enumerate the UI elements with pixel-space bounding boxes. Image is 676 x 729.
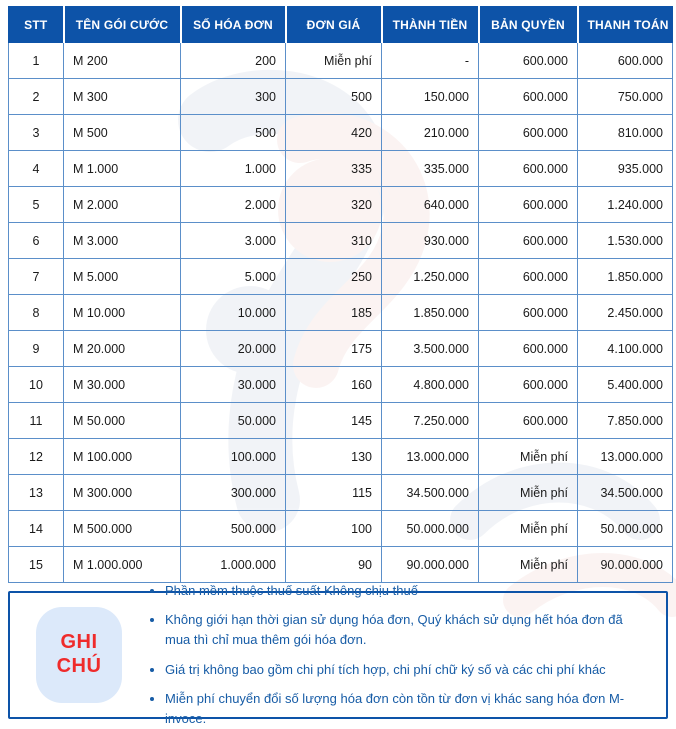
- table-row: [9, 43, 673, 79]
- cell-license: 600.000: [479, 331, 578, 367]
- note-box: [8, 583, 668, 726]
- cell-count: 300: [181, 79, 286, 115]
- table-row: [9, 295, 673, 331]
- column-header-count: SỐ HÓA ĐƠN: [181, 7, 286, 43]
- cell-total: 810.000: [578, 115, 673, 151]
- table-row: [9, 511, 673, 547]
- cell-count: 500: [181, 115, 286, 151]
- note-item: Miễn phí chuyển đổi số lượng hóa đơn còn tồn từ đơn vị khác sang hóa đơn M-invoce.: [148, 689, 650, 729]
- cell-stt: 12: [9, 439, 64, 475]
- pricing-table: [8, 6, 673, 583]
- cell-license: Miễn phí: [479, 439, 578, 475]
- cell-license: 600.000: [479, 367, 578, 403]
- cell-name: M 30.000: [64, 367, 181, 403]
- cell-unit: 335: [286, 151, 382, 187]
- table-header-row: [9, 7, 673, 43]
- cell-license: 600.000: [479, 115, 578, 151]
- note-list: [136, 581, 666, 729]
- cell-amount: 50.000.000: [382, 511, 479, 547]
- cell-stt: 11: [9, 403, 64, 439]
- cell-license: Miễn phí: [479, 475, 578, 511]
- cell-amount: 210.000: [382, 115, 479, 151]
- cell-amount: 930.000: [382, 223, 479, 259]
- table-row: [9, 79, 673, 115]
- cell-stt: 4: [9, 151, 64, 187]
- cell-count: 2.000: [181, 187, 286, 223]
- table-row: [9, 259, 673, 295]
- cell-total: 90.000.000: [578, 547, 673, 583]
- cell-amount: 150.000: [382, 79, 479, 115]
- table-row: [9, 403, 673, 439]
- cell-license: 600.000: [479, 223, 578, 259]
- cell-name: M 5.000: [64, 259, 181, 295]
- cell-license: Miễn phí: [479, 547, 578, 583]
- cell-name: M 500: [64, 115, 181, 151]
- cell-unit: 130: [286, 439, 382, 475]
- table-row: [9, 151, 673, 187]
- cell-unit: 145: [286, 403, 382, 439]
- cell-total: 935.000: [578, 151, 673, 187]
- cell-unit: 185: [286, 295, 382, 331]
- cell-total: 13.000.000: [578, 439, 673, 475]
- cell-total: 34.500.000: [578, 475, 673, 511]
- cell-stt: 9: [9, 331, 64, 367]
- cell-name: M 1.000.000: [64, 547, 181, 583]
- cell-amount: 1.250.000: [382, 259, 479, 295]
- cell-license: 600.000: [479, 79, 578, 115]
- cell-total: 2.450.000: [578, 295, 673, 331]
- table-row: [9, 475, 673, 511]
- table-row: [9, 547, 673, 583]
- cell-name: M 300.000: [64, 475, 181, 511]
- cell-license: 600.000: [479, 43, 578, 79]
- cell-total: 1.530.000: [578, 223, 673, 259]
- cell-unit: 115: [286, 475, 382, 511]
- table-row: [9, 223, 673, 259]
- note-badge: [36, 607, 122, 703]
- cell-total: 7.850.000: [578, 403, 673, 439]
- cell-unit: 100: [286, 511, 382, 547]
- cell-name: M 500.000: [64, 511, 181, 547]
- cell-amount: 4.800.000: [382, 367, 479, 403]
- cell-stt: 7: [9, 259, 64, 295]
- cell-count: 1.000.000: [181, 547, 286, 583]
- cell-count: 100.000: [181, 439, 286, 475]
- cell-stt: 5: [9, 187, 64, 223]
- cell-count: 10.000: [181, 295, 286, 331]
- cell-stt: 8: [9, 295, 64, 331]
- cell-name: M 2.000: [64, 187, 181, 223]
- cell-total: 600.000: [578, 43, 673, 79]
- cell-total: 50.000.000: [578, 511, 673, 547]
- table-row: [9, 115, 673, 151]
- cell-name: M 300: [64, 79, 181, 115]
- cell-unit: 90: [286, 547, 382, 583]
- cell-stt: 2: [9, 79, 64, 115]
- cell-name: M 3.000: [64, 223, 181, 259]
- column-header-amount: THÀNH TIỀN: [382, 7, 479, 43]
- cell-name: M 50.000: [64, 403, 181, 439]
- cell-total: 750.000: [578, 79, 673, 115]
- cell-license: 600.000: [479, 187, 578, 223]
- cell-stt: 13: [9, 475, 64, 511]
- cell-unit: 420: [286, 115, 382, 151]
- cell-amount: 640.000: [382, 187, 479, 223]
- cell-count: 30.000: [181, 367, 286, 403]
- cell-count: 500.000: [181, 511, 286, 547]
- cell-total: 4.100.000: [578, 331, 673, 367]
- cell-unit: 500: [286, 79, 382, 115]
- cell-stt: 10: [9, 367, 64, 403]
- table-header: [9, 7, 673, 43]
- cell-stt: 14: [9, 511, 64, 547]
- cell-count: 200: [181, 43, 286, 79]
- cell-unit: 310: [286, 223, 382, 259]
- column-header-license: BẢN QUYỀN: [479, 7, 578, 43]
- cell-license: 600.000: [479, 295, 578, 331]
- cell-name: M 1.000: [64, 151, 181, 187]
- cell-unit: 250: [286, 259, 382, 295]
- cell-name: M 100.000: [64, 439, 181, 475]
- note-item: Không giới hạn thời gian sử dụng hóa đơn, Quý khách sử dụng hết hóa đơn đã mua thì chỉ mua thêm gói hóa đơn.: [148, 610, 650, 650]
- cell-unit: Miễn phí: [286, 43, 382, 79]
- cell-amount: 3.500.000: [382, 331, 479, 367]
- column-header-unit: ĐƠN GIÁ: [286, 7, 382, 43]
- cell-count: 3.000: [181, 223, 286, 259]
- cell-stt: 3: [9, 115, 64, 151]
- note-item: Giá trị không bao gồm chi phí tích hợp, chi phí chữ ký số và các chi phí khác: [148, 660, 650, 680]
- cell-stt: 1: [9, 43, 64, 79]
- cell-stt: 6: [9, 223, 64, 259]
- cell-unit: 175: [286, 331, 382, 367]
- cell-count: 300.000: [181, 475, 286, 511]
- cell-license: Miễn phí: [479, 511, 578, 547]
- cell-stt: 15: [9, 547, 64, 583]
- cell-unit: 160: [286, 367, 382, 403]
- cell-amount: 90.000.000: [382, 547, 479, 583]
- column-header-total: THANH TOÁN: [578, 7, 673, 43]
- cell-count: 20.000: [181, 331, 286, 367]
- note-badge-line-2: CHÚ: [56, 655, 102, 677]
- table-body: [9, 43, 673, 583]
- cell-amount: 335.000: [382, 151, 479, 187]
- cell-name: M 20.000: [64, 331, 181, 367]
- table-row: [9, 367, 673, 403]
- cell-total: 1.850.000: [578, 259, 673, 295]
- cell-count: 5.000: [181, 259, 286, 295]
- cell-count: 1.000: [181, 151, 286, 187]
- note-badge-line-1: GHI: [60, 631, 98, 654]
- cell-unit: 320: [286, 187, 382, 223]
- cell-amount: -: [382, 43, 479, 79]
- cell-amount: 13.000.000: [382, 439, 479, 475]
- cell-amount: 7.250.000: [382, 403, 479, 439]
- cell-license: 600.000: [479, 151, 578, 187]
- cell-amount: 34.500.000: [382, 475, 479, 511]
- column-header-name: TÊN GÓI CƯỚC: [64, 7, 181, 43]
- cell-name: M 10.000: [64, 295, 181, 331]
- cell-total: 1.240.000: [578, 187, 673, 223]
- table-row: [9, 331, 673, 367]
- table-row: [9, 187, 673, 223]
- note-item: Phần mềm thuộc thuế suất Không chịu thuế: [148, 581, 650, 601]
- cell-amount: 1.850.000: [382, 295, 479, 331]
- cell-license: 600.000: [479, 403, 578, 439]
- cell-total: 5.400.000: [578, 367, 673, 403]
- table-row: [9, 439, 673, 475]
- cell-license: 600.000: [479, 259, 578, 295]
- cell-name: M 200: [64, 43, 181, 79]
- column-header-stt: STT: [9, 7, 64, 43]
- cell-count: 50.000: [181, 403, 286, 439]
